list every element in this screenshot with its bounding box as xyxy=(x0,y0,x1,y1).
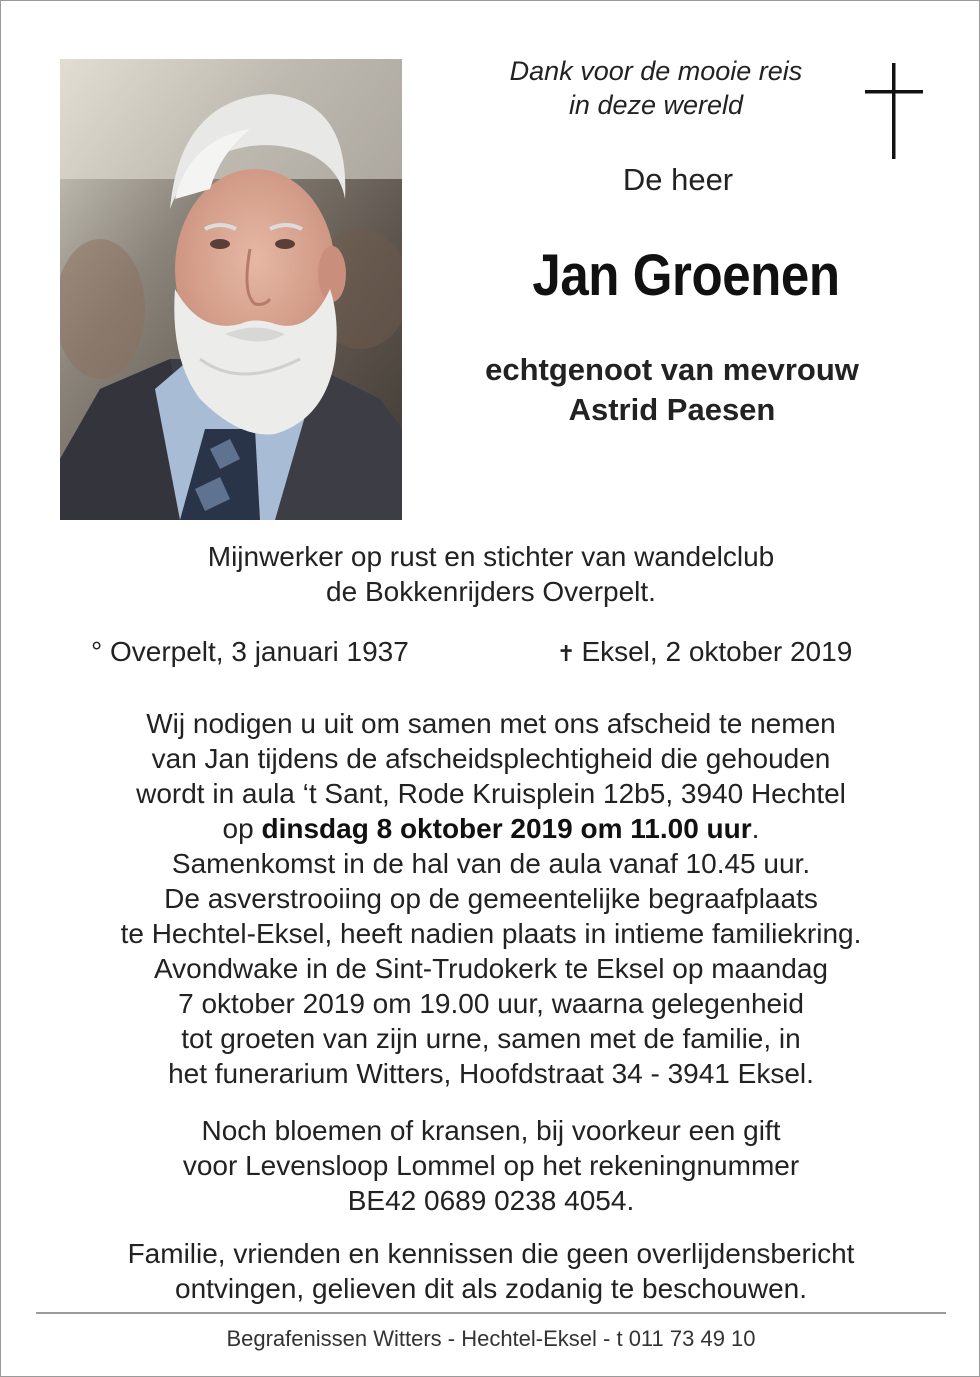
ceremony-line xyxy=(41,811,941,846)
portrait-photo xyxy=(60,59,402,520)
spouse-line: echtgenoot van mevrouw xyxy=(485,352,859,387)
deceased-name: Jan Groenen xyxy=(532,243,840,308)
death-text: Eksel, 2 oktober 2019 xyxy=(581,636,853,667)
occupation xyxy=(41,539,941,609)
family-note xyxy=(41,1236,941,1306)
flowers-line: voor Levensloop Lommel op het rekeningnummer xyxy=(182,1150,800,1181)
ceremony-post: . xyxy=(751,813,760,844)
ceremony-line: van Jan tijdens de afscheidsplechtigheid die gehouden xyxy=(151,743,831,774)
ceremony-line: wordt in aula ‘t Sant, Rode Kruisplein 12b5, 3940 Hechtel xyxy=(136,778,846,809)
funeral-home-footer: Begrafenissen Witters - Hechtel-Eksel - t 011 73 49 10 xyxy=(226,1326,756,1351)
birth-info: ° Overpelt, 3 januari 1937 xyxy=(91,636,409,667)
motto xyxy=(441,54,871,122)
ceremony-pre: op xyxy=(222,813,262,844)
ceremony-line: tot groeten van zijn urne, samen met de familie, in xyxy=(181,1023,801,1054)
occupation-line: de Bokkenrijders Overpelt. xyxy=(326,576,656,607)
occupation-line: Mijnwerker op rust en stichter van wandelclub xyxy=(207,541,775,572)
ceremony-date: dinsdag 8 oktober 2019 om 11.00 uur xyxy=(261,813,752,844)
ceremony-line: te Hechtel-Eksel, heeft nadien plaats in intieme familiekring. xyxy=(120,918,862,949)
ceremony-line: Avondwake in de Sint-Trudokerk te Eksel op maandag xyxy=(154,953,828,984)
ceremony-line: De asverstrooiing op de gemeentelijke begraafplaats xyxy=(164,883,818,914)
motto-line: in deze wereld xyxy=(568,90,744,120)
spouse-line: Astrid Paesen xyxy=(568,392,776,427)
flowers-line: Noch bloemen of kransen, bij voorkeur een gift xyxy=(201,1115,781,1146)
ceremony-line: Wij nodigen u uit om samen met ons afscheid te nemen xyxy=(146,708,836,739)
family-line: ontvingen, gelieven dit als zodanig te beschouwen. xyxy=(175,1273,807,1304)
motto-line: Dank voor de mooie reis xyxy=(509,56,803,86)
ceremony-line: 7 oktober 2019 om 19.00 uur, waarna gelegenheid xyxy=(178,988,804,1019)
flowers-line: BE42 0689 0238 4054. xyxy=(347,1185,635,1216)
small-cross-icon: ✝ xyxy=(557,641,576,666)
honorific: De heer xyxy=(622,162,734,197)
spouse xyxy=(437,350,907,430)
ceremony-line: het funerarium Witters, Hoofdstraat 34 - 3941 Eksel. xyxy=(168,1058,814,1089)
divider xyxy=(36,1312,946,1314)
flowers-note xyxy=(41,1113,941,1218)
ceremony-details xyxy=(41,706,941,1091)
cross-icon xyxy=(865,63,923,159)
family-line: Familie, vrienden en kennissen die geen overlijdensbericht xyxy=(127,1238,855,1269)
ceremony-line: Samenkomst in de hal van de aula vanaf 10.45 uur. xyxy=(171,848,811,879)
death-info xyxy=(557,634,852,672)
